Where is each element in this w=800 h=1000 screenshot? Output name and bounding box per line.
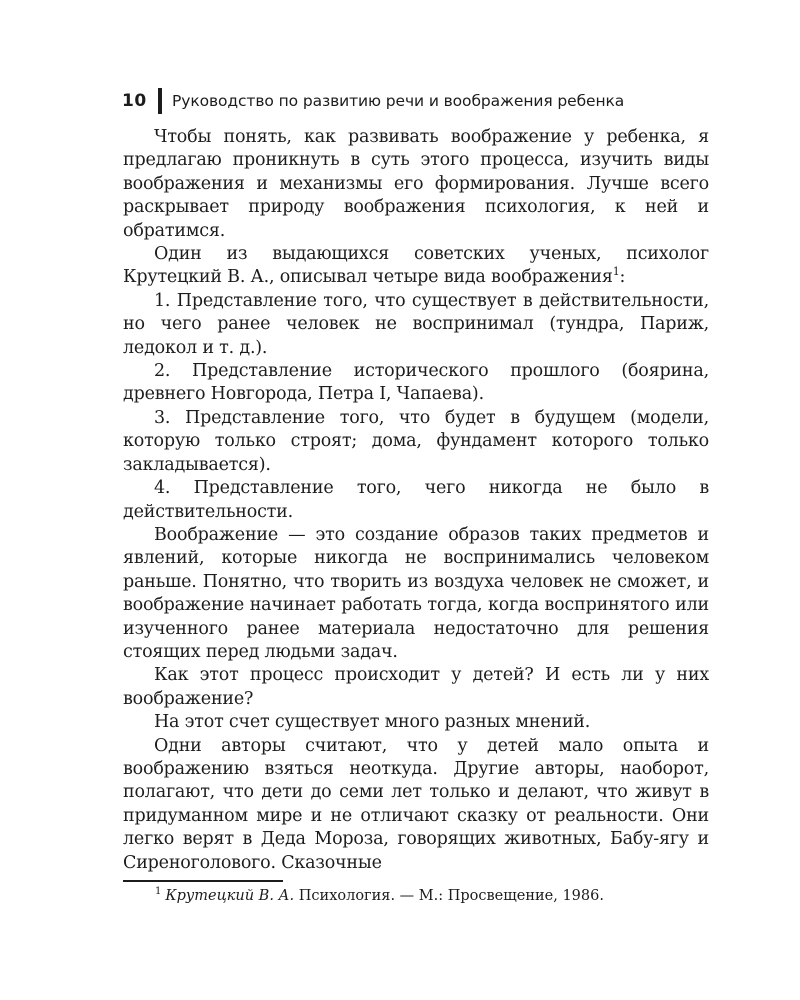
paragraph-2-end: : (619, 267, 626, 288)
list-item-3: 3. Представление того, что будет в будущем (модели, которую только строят; дома, фундамент которого только закладывается). (123, 407, 709, 475)
paragraph-2-text: Один из выдающихся советских ученых, психолог Крутецкий В. А., описывал четыре вида воображения (123, 244, 709, 288)
list-item-2: 2. Представление исторического прошлого (боярина, древнего Новгорода, Петра I, Чапаева). (123, 361, 709, 405)
running-header (122, 86, 712, 116)
footnote-reference: 1 (612, 265, 620, 279)
page-number: 10 (122, 91, 147, 111)
body-text (123, 126, 709, 875)
paragraph-9: На этот счет существует много разных мнений. (154, 712, 591, 733)
paragraph-7: Воображение — это создание образов таких предметов и явлений, которые никогда не воспринимались человеком раньше. Понятно, что творить из воздуха человек не сможет, и воображение начинает работать тогда, когда воспринятого или изученного ранее материала недостаточно для решения стоящих перед людьми задач. (123, 524, 709, 662)
footnote-author: Крутецкий В. А. (165, 888, 295, 904)
header-divider (158, 88, 162, 114)
footnote-text: Психология. — М.: Просвещение, 1986. (294, 888, 604, 904)
footnote-mark: 1 (155, 886, 162, 898)
footnote (155, 886, 715, 906)
paragraph-2 (123, 243, 709, 290)
list-item-4: 4. Представление того, чего никогда не было в действительности. (123, 478, 709, 522)
footnote-rule (123, 880, 283, 882)
running-title: Руководство по развитию речи и воображения ребенка (172, 92, 625, 110)
list-item-1: 1. Представление того, что существует в действительности, но чего ранее человек не воспринимал (тундра, Париж, ледокол и т. д.). (123, 290, 709, 358)
paragraph-1: Чтобы понять, как развивать воображение у ребенка, я предлагаю проникнуть в суть этого процесса, изучить виды воображения и механизмы его формирования. Лучше всего раскрывает природу воображения психология, к ней и обратимся. (123, 127, 709, 241)
paragraph-10: Одни авторы считают, что у детей мало опыта и воображению взяться неоткуда. Другие авторы, наоборот, полагают, что дети до семи лет только и делают, что живут в придуманном мире и не отличают сказку от реальности. Они легко верят в Деда Мороза, говорящих животных, Бабу-ягу и Сиреноголового. Сказочные (123, 735, 709, 873)
paragraph-8: Как этот процесс происходит у детей? И есть ли у них воображение? (123, 665, 709, 709)
